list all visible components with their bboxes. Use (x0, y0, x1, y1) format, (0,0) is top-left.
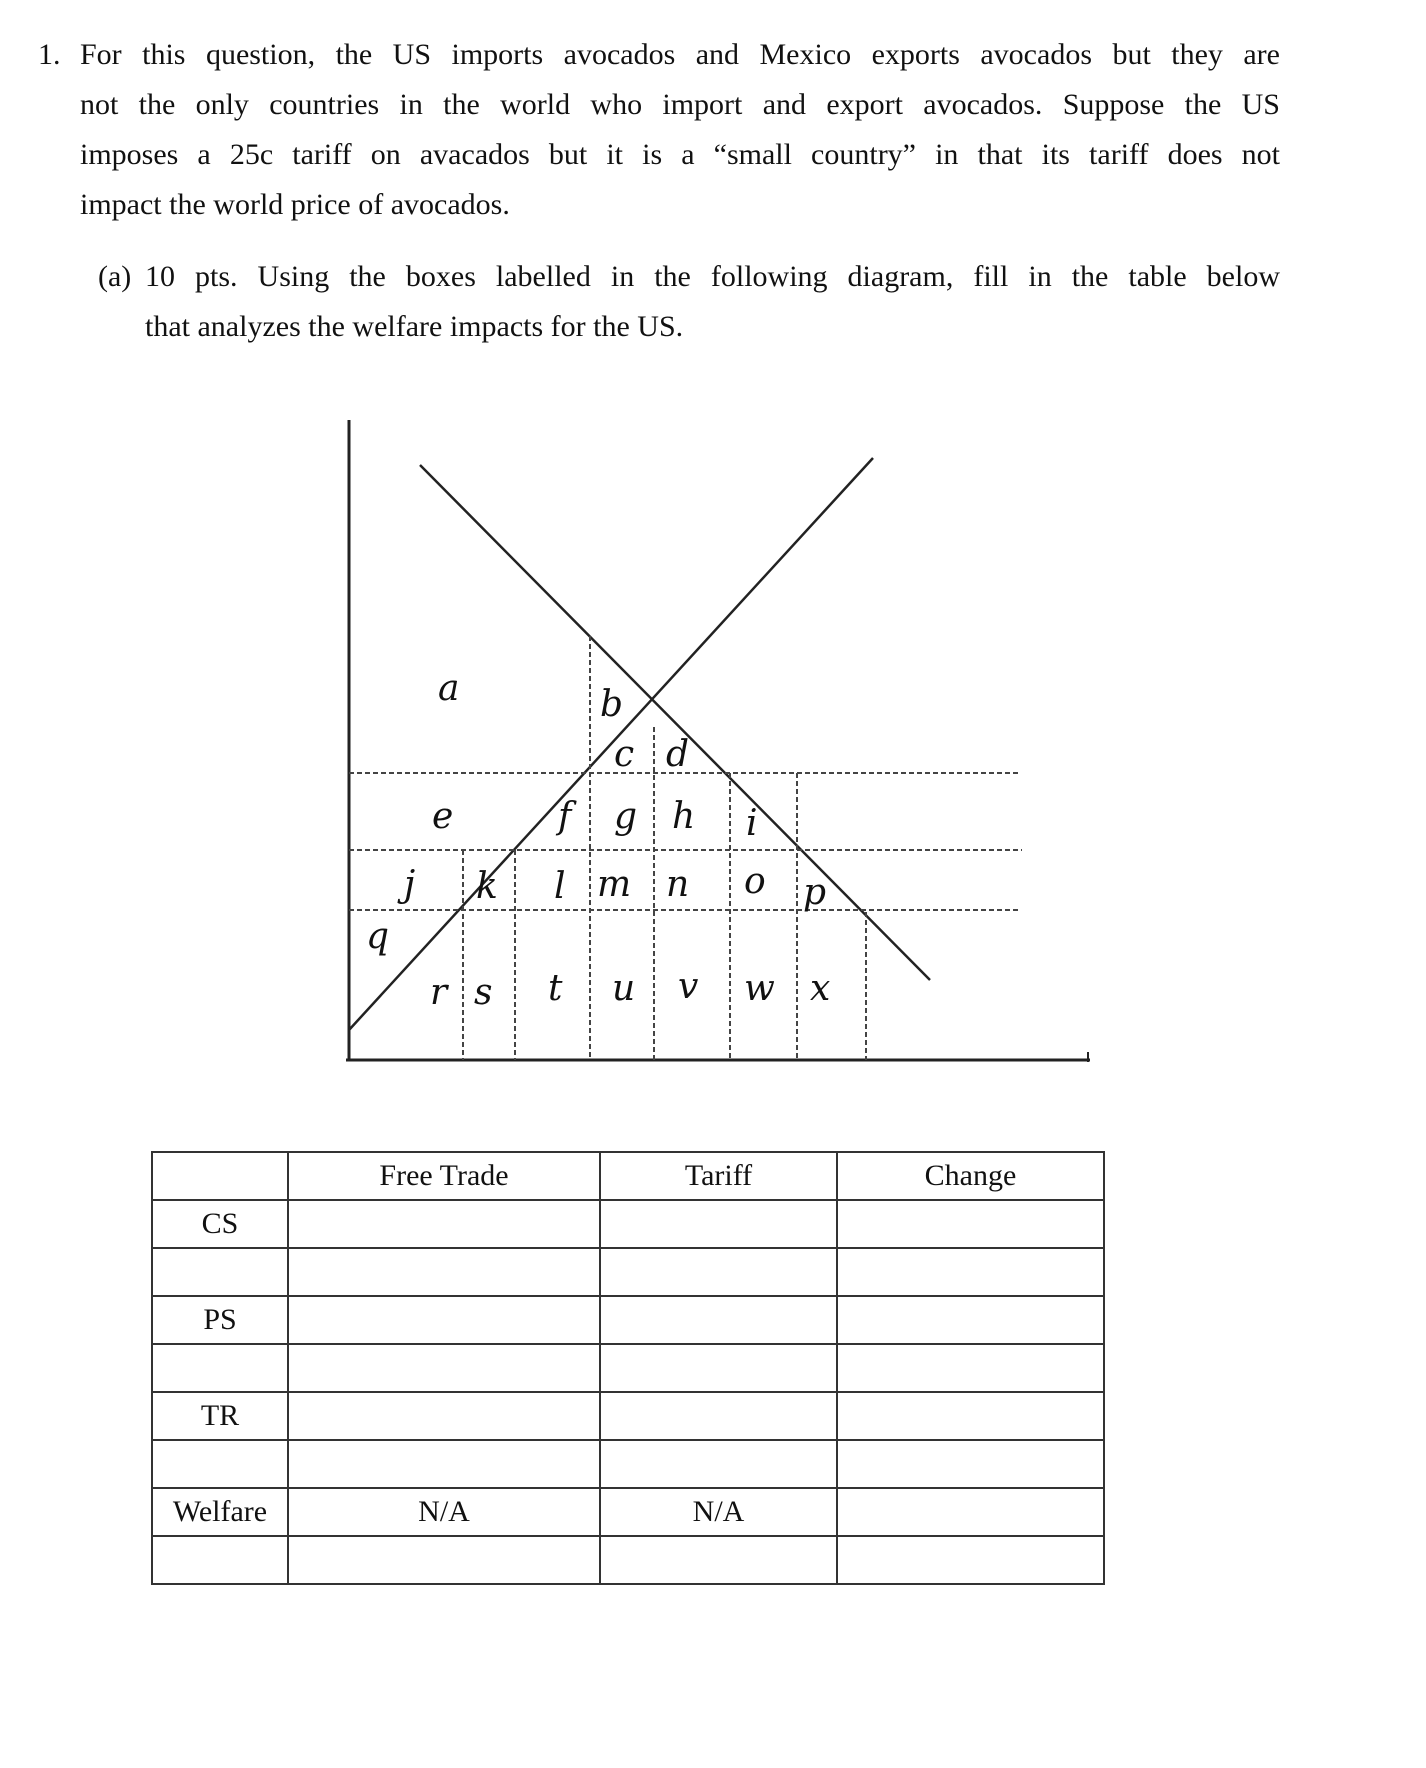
region-label-g: g (614, 796, 638, 837)
intro-line: impact the world price of avocados. (80, 188, 510, 221)
region-label-a: a (438, 668, 460, 709)
region-label-k: k (476, 866, 498, 907)
region-label-t: t (548, 968, 563, 1009)
row-label: CS (152, 1200, 288, 1248)
row-label (152, 1344, 288, 1392)
region-label-q: q (366, 916, 390, 957)
region-label-w: w (744, 968, 775, 1009)
region-label-p: p (803, 872, 827, 913)
cell-change[interactable] (837, 1488, 1104, 1536)
table-row (152, 1200, 1104, 1248)
cell-change[interactable] (837, 1440, 1104, 1488)
table-row (152, 1344, 1104, 1392)
region-label-s: s (474, 972, 493, 1013)
cell-change[interactable] (837, 1200, 1104, 1248)
cell-change[interactable] (837, 1344, 1104, 1392)
region-label-b: b (600, 684, 624, 725)
table-header-corner (152, 1152, 288, 1200)
cell-change[interactable] (837, 1536, 1104, 1584)
cell-free-trade[interactable] (288, 1392, 600, 1440)
row-label: Welfare (152, 1488, 288, 1536)
cell-change[interactable] (837, 1296, 1104, 1344)
row-label (152, 1536, 288, 1584)
region-label-i: i (746, 803, 758, 844)
table-row (152, 1536, 1104, 1584)
table-row (152, 1488, 1104, 1536)
cell-free-trade[interactable] (288, 1536, 600, 1584)
row-label (152, 1248, 288, 1296)
table-row (152, 1392, 1104, 1440)
row-label: TR (152, 1392, 288, 1440)
region-label-v: v (678, 966, 699, 1007)
welfare-table (151, 1151, 1105, 1585)
cell-tariff[interactable] (600, 1248, 837, 1296)
cell-free-trade[interactable] (288, 1344, 600, 1392)
cell-tariff[interactable] (600, 1392, 837, 1440)
region-label-u: u (612, 968, 636, 1009)
region-label-c: c (614, 734, 635, 775)
region-label-h: h (672, 796, 696, 837)
table-row (152, 1248, 1104, 1296)
region-label-x: x (810, 968, 831, 1009)
intro-line: imposes a 25c tariff on avacados but it is a “small country” in that its tariff does not (80, 138, 1280, 171)
table-header-row (152, 1152, 1104, 1200)
cell-free-trade: N/A (288, 1488, 600, 1536)
table-header-tariff: Tariff (600, 1152, 837, 1200)
question-number: 1. (38, 38, 61, 71)
region-label-r: r (430, 972, 448, 1013)
cell-tariff[interactable] (600, 1344, 837, 1392)
region-label-l: l (554, 866, 566, 907)
table-header-free-trade: Free Trade (288, 1152, 600, 1200)
cell-tariff: N/A (600, 1488, 837, 1536)
intro-line: For this question, the US imports avocados and Mexico exports avocados but they are (80, 38, 1280, 71)
part-a-line: 10 pts. Using the boxes labelled in the following diagram, fill in the table below (145, 260, 1280, 293)
region-label-n: n (666, 864, 690, 905)
cell-free-trade[interactable] (288, 1248, 600, 1296)
table-header-change: Change (837, 1152, 1104, 1200)
region-label-f: f (558, 796, 572, 837)
row-label (152, 1440, 288, 1488)
region-label-e: e (432, 796, 454, 837)
table-row (152, 1296, 1104, 1344)
region-label-j: j (404, 864, 416, 905)
supply-curve (349, 458, 873, 1030)
cell-change[interactable] (837, 1248, 1104, 1296)
part-a-label: (a) (98, 260, 132, 293)
region-label-d: d (666, 734, 690, 775)
cell-tariff[interactable] (600, 1200, 837, 1248)
row-label: PS (152, 1296, 288, 1344)
region-label-o: o (744, 861, 766, 902)
cell-change[interactable] (837, 1392, 1104, 1440)
region-label-m: m (597, 864, 632, 905)
cell-tariff[interactable] (600, 1536, 837, 1584)
cell-tariff[interactable] (600, 1440, 837, 1488)
cell-free-trade[interactable] (288, 1200, 600, 1248)
intro-line: not the only countries in the world who import and export avocados. Suppose the US (80, 88, 1280, 121)
cell-free-trade[interactable] (288, 1440, 600, 1488)
table-row (152, 1440, 1104, 1488)
cell-free-trade[interactable] (288, 1296, 600, 1344)
part-a-line: that analyzes the welfare impacts for the US. (145, 310, 684, 343)
cell-tariff[interactable] (600, 1296, 837, 1344)
